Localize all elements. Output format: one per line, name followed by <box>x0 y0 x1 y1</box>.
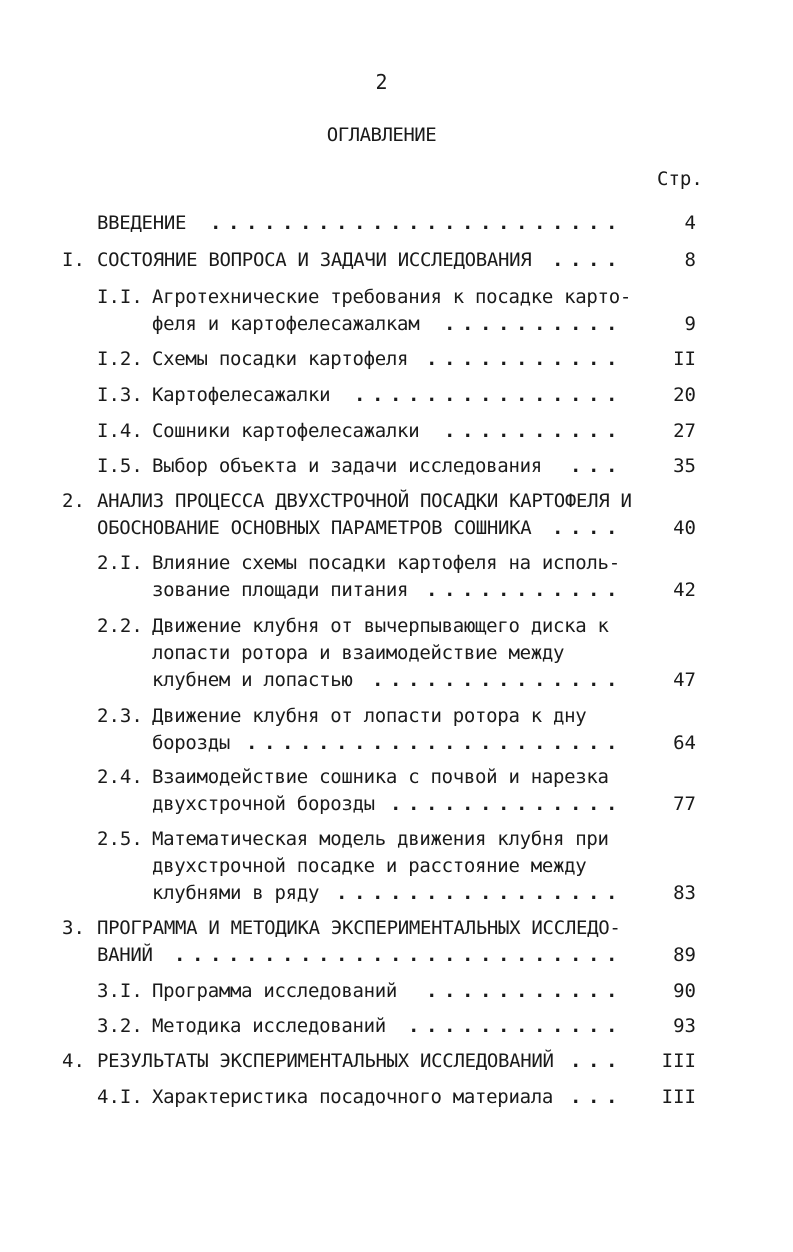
toc-entry-line <box>0 550 793 576</box>
toc-entry-number: 2.2. <box>97 615 143 637</box>
toc-dot-leader: . . . . . . . . . . . <box>426 579 618 601</box>
toc-dot-leader: . . . <box>570 455 618 477</box>
toc-entry-page: 42 <box>673 579 696 601</box>
toc-entry-page: 83 <box>673 882 696 904</box>
toc-entry-page: II <box>673 348 696 370</box>
toc-entry-title: Движение клубня от вычерпывающего диска к <box>152 615 609 637</box>
toc-entry-title: Взаимодействие сошника с почвой и нарезка <box>152 766 609 788</box>
toc-entry-line <box>0 577 793 603</box>
toc-entry-title: Движение клубня от лопасти ротора к дну <box>152 705 587 727</box>
toc-entry-number: 4. <box>62 1050 85 1072</box>
toc-entry-page: 4 <box>684 212 696 234</box>
toc-entry-title: Выбор объекта и задачи исследования <box>152 455 542 477</box>
toc-entry-line <box>0 418 793 444</box>
toc-entry-title: феля и картофелесажалкам <box>152 313 420 335</box>
toc-entry-title: ВВЕДЕНИЕ <box>97 212 187 234</box>
toc-entry-title: зование площади питания <box>152 579 409 601</box>
toc-entry-page: III <box>661 1086 696 1108</box>
toc-entry-title: Влияние схемы посадки картофеля на исполь- <box>152 552 620 574</box>
toc-entry-line <box>0 764 793 790</box>
toc-entry-line <box>0 826 793 852</box>
toc-entry-title: лопасти ротора и взаимодействие между <box>152 642 565 664</box>
toc-entry-page: 40 <box>673 517 696 539</box>
toc-entry-title: клубнем и лопастью <box>152 669 353 691</box>
toc-entry-line <box>0 210 793 236</box>
toc-entry-page: 20 <box>673 384 696 406</box>
toc-entry-title: двухстрочной борозды <box>152 793 375 815</box>
toc-entry-page: 27 <box>673 420 696 442</box>
toc-dot-leader: . . . . . . . . . . . . . . . . . . . . . <box>246 732 618 754</box>
toc-entry-number: I.5. <box>97 455 143 477</box>
toc-entry-page: 93 <box>673 1015 696 1037</box>
toc-entry-title: Схемы посадки картофеля <box>152 348 409 370</box>
toc-entry-title: Характеристика посадочного материала <box>152 1086 554 1108</box>
toc-entry-title: ВАНИЙ <box>97 944 153 966</box>
toc-entry-line <box>0 1013 793 1039</box>
toc-entry-line <box>0 1084 793 1110</box>
toc-entry-title: Методика исследований <box>152 1015 386 1037</box>
toc-entry-number: 2.I. <box>97 552 143 574</box>
toc-dot-leader: . . . . . . . . . . . . <box>408 1015 618 1037</box>
toc-entry-number: 2.5. <box>97 828 143 850</box>
toc-entry-number: I.2. <box>97 348 143 370</box>
page-number: 2 <box>375 70 388 94</box>
toc-entry-number: I.I. <box>97 286 143 308</box>
toc-dot-leader: . . . . . . . . . . <box>444 313 618 335</box>
toc-entry-line <box>0 284 793 310</box>
toc-entry-line <box>0 1048 793 1074</box>
toc-entry-line <box>0 978 793 1004</box>
toc-entry-line <box>0 488 793 514</box>
toc-entry-title: двухстрочной посадке и расстояние между <box>152 855 587 877</box>
toc-entry-line <box>0 640 793 666</box>
toc-entry-title: ОБОСНОВАНИЕ ОСНОВНЫХ ПАРАМЕТРОВ СОШНИКА <box>97 517 532 539</box>
toc-dot-leader: . . . . . . . . . . . . . . . . <box>336 882 618 904</box>
toc-entry-page: 89 <box>673 944 696 966</box>
page-column-header: Стр. <box>657 168 703 190</box>
toc-dot-leader: . . . . . . . . . . . . . . . <box>354 384 618 406</box>
toc-entry-line <box>0 915 793 941</box>
toc-entry-number: 4.I. <box>97 1086 143 1108</box>
toc-dot-leader: . . . . . . . . . . . . . . . . . . . . . . . <box>210 212 618 234</box>
toc-entry-number: I.3. <box>97 384 143 406</box>
toc-entry-line <box>0 730 793 756</box>
toc-dot-leader: . . . <box>570 1086 618 1108</box>
toc-entry-number: 2.4. <box>97 766 143 788</box>
toc-dot-leader: . . . <box>570 1050 618 1072</box>
toc-entry-title: АНАЛИЗ ПРОЦЕССА ДВУХСТРОЧНОЙ ПОСАДКИ КАРТОФЕЛЯ И <box>97 490 632 512</box>
toc-entry-line <box>0 853 793 879</box>
toc-entry-line <box>0 247 793 273</box>
toc-entry-line <box>0 613 793 639</box>
toc-entry-title: Картофелесажалки <box>152 384 331 406</box>
toc-entry-page: 90 <box>673 980 696 1002</box>
toc-entry-title: ПРОГРАММА И МЕТОДИКА ЭКСПЕРИМЕНТАЛЬНЫХ ИССЛЕДО- <box>97 917 621 939</box>
toc-entry-number: 2.3. <box>97 705 143 727</box>
toc-dot-leader: . . . . . . . . . . . . . <box>390 793 618 815</box>
toc-entry-page: 9 <box>684 313 696 335</box>
toc-entry-number: 3.2. <box>97 1015 143 1037</box>
toc-dot-leader: . . . . . . . . . . <box>444 420 618 442</box>
toc-entry-page: 47 <box>673 669 696 691</box>
toc-entry-title: СОСТОЯНИЕ ВОПРОСА И ЗАДАЧИ ИССЛЕДОВАНИЯ <box>97 249 532 271</box>
toc-entry-number: I.4. <box>97 420 143 442</box>
toc-entry-title: Программа исследований <box>152 980 398 1002</box>
toc-entry-line <box>0 791 793 817</box>
toc-entry-line <box>0 311 793 337</box>
toc-dot-leader: . . . . . . . . . . . . . . . . . . . . . . . . . <box>174 944 618 966</box>
toc-entry-title: РЕЗУЛЬТАТЫ ЭКСПЕРИМЕНТАЛЬНЫХ ИССЛЕДОВАНИЙ <box>97 1050 554 1072</box>
toc-dot-leader: . . . . <box>552 517 618 539</box>
toc-dot-leader: . . . . . . . . . . . <box>426 348 618 370</box>
toc-dot-leader: . . . . . . . . . . . <box>426 980 618 1002</box>
toc-entry-title: Сошники картофелесажалки <box>152 420 420 442</box>
toc-entry-number: 3. <box>62 917 85 939</box>
toc-entry-page: 35 <box>673 455 696 477</box>
toc-entry-number: I. <box>62 249 85 271</box>
page-title: ОГЛАВЛЕНИЕ <box>326 124 437 146</box>
toc-entry-title: Математическая модель движения клубня при <box>152 828 609 850</box>
toc-entry-page: 8 <box>684 249 696 271</box>
toc-entry-page: 64 <box>673 732 696 754</box>
toc-dot-leader: . . . . <box>552 249 618 271</box>
toc-entry-number: 2. <box>62 490 85 512</box>
toc-entry-line <box>0 703 793 729</box>
toc-entry-line <box>0 880 793 906</box>
toc-entry-title: борозды <box>152 732 230 754</box>
toc-entry-line <box>0 667 793 693</box>
toc-entry-number: 3.I. <box>97 980 143 1002</box>
toc-entry-line <box>0 382 793 408</box>
toc-entry-line <box>0 453 793 479</box>
toc-entry-page: 77 <box>673 793 696 815</box>
toc-entry-title: Агротехнические требования к посадке карто- <box>152 286 631 308</box>
toc-entry-line <box>0 346 793 372</box>
toc-entry-line <box>0 515 793 541</box>
toc-entry-line <box>0 942 793 968</box>
toc-entry-title: клубнями в ряду <box>152 882 320 904</box>
toc-entry-page: III <box>661 1050 696 1072</box>
toc-dot-leader: . . . . . . . . . . . . . . <box>372 669 618 691</box>
